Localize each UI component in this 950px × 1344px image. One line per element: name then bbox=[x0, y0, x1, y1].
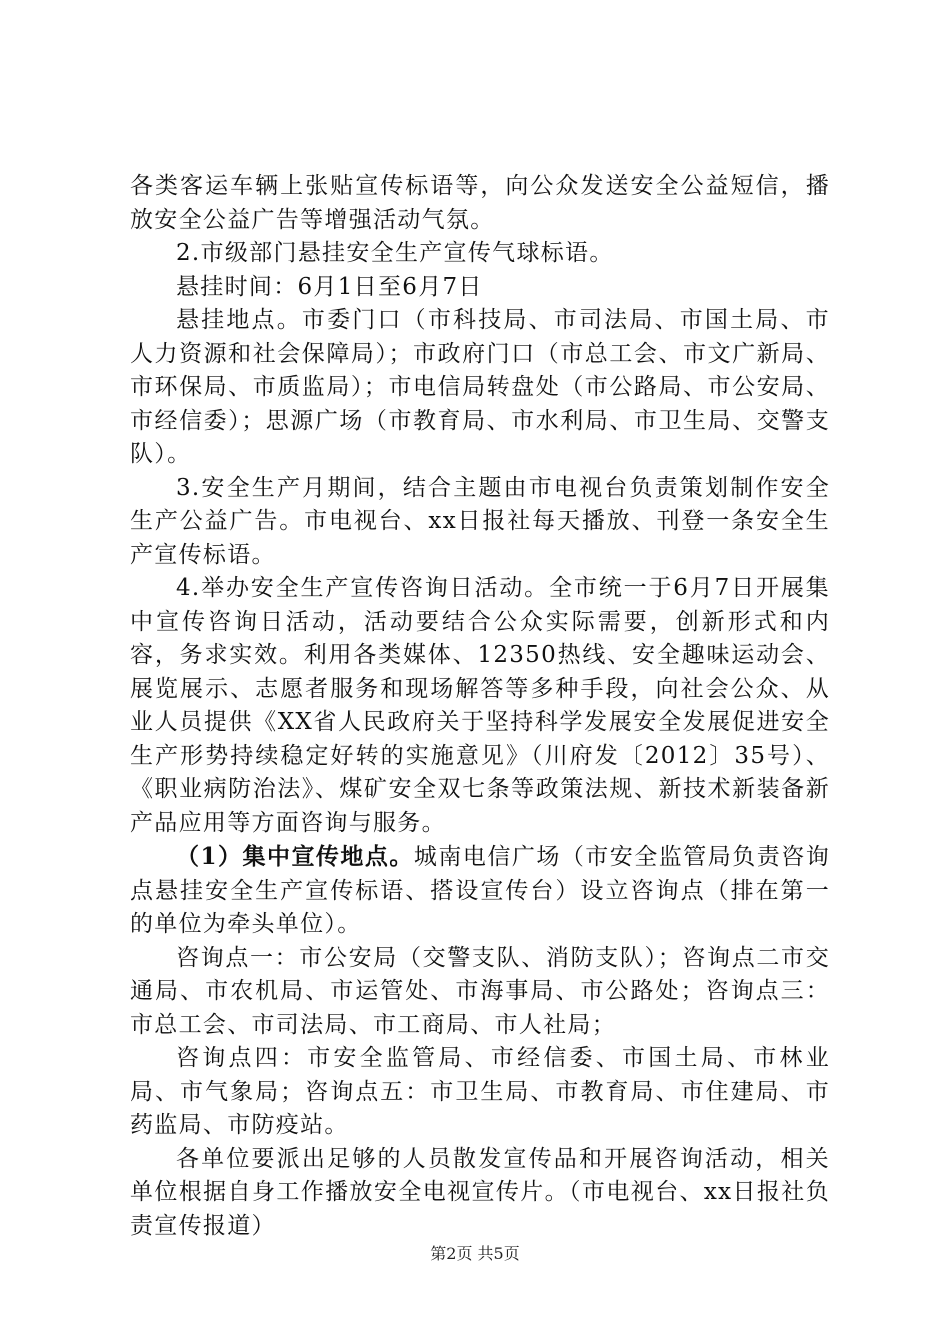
paragraph-section-1 bbox=[130, 840, 830, 942]
paragraph-hanging-location: 悬挂地点。市委门口（市科技局、市司法局、市国土局、市人力资源和社会保障局）；市政府门口（市总工会、市文广新局、市环保局、市质监局）；市电信局转盘处（市公路局、市公安局、市经信委）；思源广场（市教育局、市水利局、市卫生局、交警支队）。 bbox=[130, 307, 830, 467]
paragraph-units-requirement: 各单位要派出足够的人员散发宣传品和开展咨询活动，相关单位根据自身工作播放安全电视宣传片。（市电视台、xx日报社负责宣传报道） bbox=[130, 1145, 830, 1239]
page-footer: 第2页 共5页 bbox=[430, 1244, 520, 1263]
paragraph-item-3: 3.安全生产月期间，结合主题由市电视台负责策划制作安全生产公益广告。市电视台、xx日报社每天播放、刊登一条安全生产宣传标语。 bbox=[130, 474, 830, 568]
paragraph-consult-points-1-3: 咨询点一：市公安局（交警支队、消防支队）；咨询点二市交通局、市农机局、市运管处、市海事局、市公路处；咨询点三：市总工会、市司法局、市工商局、市人社局； bbox=[130, 944, 830, 1038]
paragraph-item-4: 4.举办安全生产宣传咨询日活动。全市统一于6月7日开展集中宣传咨询日活动，活动要结合公众实际需要，创新形式和内容，务求实效。利用各类媒体、12350热线、安全趣味运动会、展览展示、志愿者服务和现场解答等多种手段，向社会公众、从业人员提供《XX省人民政府关于坚持科学发展安全发展促进安全生产形势持续稳定好转的实施意见》（川府发〔2012〕35号）、《职业病防治法》、煤矿安全双七条等政策法规、新技术新装备新产品应用等方面咨询与服务。 bbox=[130, 575, 830, 836]
section-1-heading: （1）集中宣传地点。 bbox=[176, 843, 414, 870]
paragraph-item-2: 2.市级部门悬挂安全生产宣传气球标语。 bbox=[176, 240, 614, 266]
paragraph-hanging-time: 悬挂时间：6月1日至6月7日 bbox=[176, 273, 483, 300]
document-body bbox=[130, 170, 830, 1243]
paragraph-consult-points-4-5: 咨询点四：市安全监管局、市经信委、市国土局、市林业局、市气象局；咨询点五：市卫生局、市教育局、市住建局、市药监局、市防疫站。 bbox=[130, 1045, 830, 1138]
paragraph-continuation: 各类客运车辆上张贴宣传标语等，向公众发送安全公益短信，播放安全公益广告等增强活动气氛。 bbox=[130, 173, 830, 233]
section-1-text: 城南电信广场（市安全监管局负责咨询点悬挂安全生产宣传标语、搭设宣传台）设立咨询点（排在第一的单位为牵头单位）。 bbox=[130, 844, 830, 937]
